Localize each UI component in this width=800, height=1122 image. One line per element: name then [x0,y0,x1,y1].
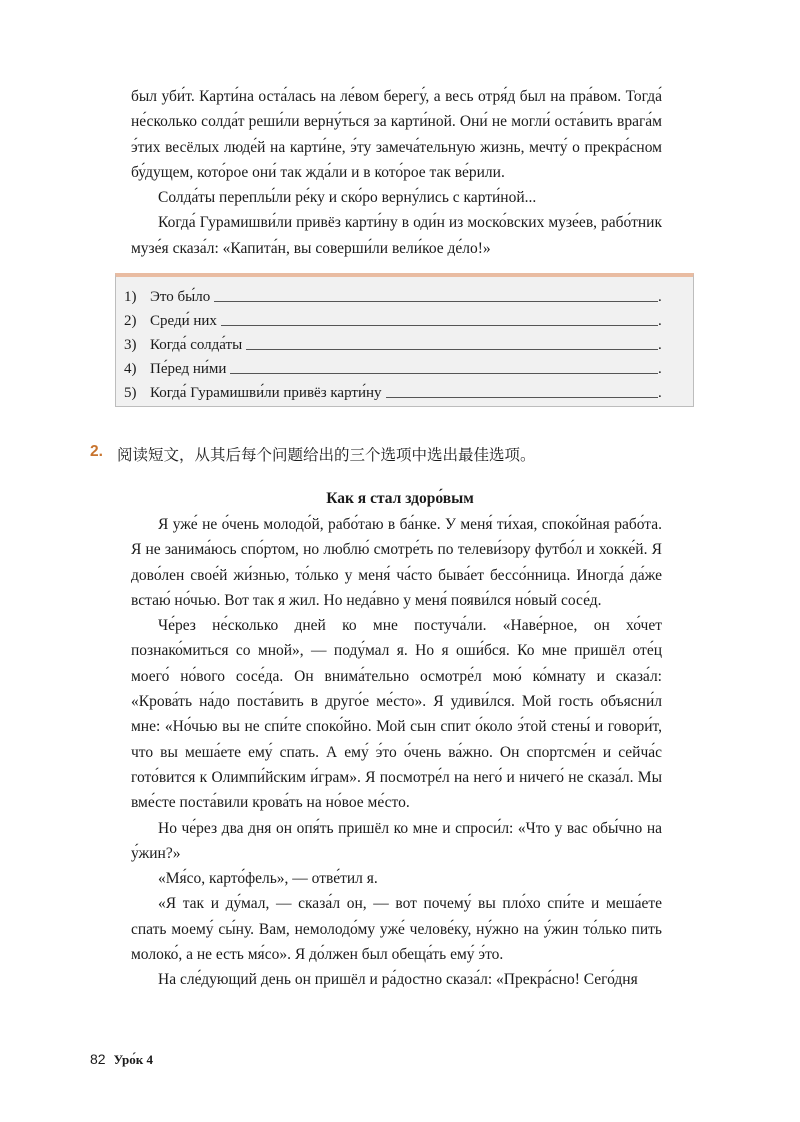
answer-blank[interactable] [230,355,658,374]
top-text [131,84,662,261]
item-number: 1) [124,289,137,305]
paragraph: Я уже́ не о́чень молодо́й, рабо́таю в ба́нке. У меня́ ти́хая, споко́йная рабо́та. Я не занима́юсь спо́ртом, но люблю́ смотре́ть по телеви́зору футбо́л и хокке́й. Я дово́лен свое́й жи́знью, то́лько у меня́ ча́сто быва́ет бессо́нница. Иногда́ да́же встаю́ но́чью. Вот так я жил. Но неда́вно у меня́ появи́лся но́вый сосе́д. [131,516,662,609]
lesson-label: Уро́к 4 [113,1052,154,1067]
item-prefix: Среди́ них [150,313,217,329]
story-title: Как я стал здоро́вым [326,490,474,507]
answer-blank[interactable] [221,307,658,326]
answer-blank[interactable] [246,331,658,350]
paragraph: Но че́рез два дня он опя́ть пришёл ко мне и спроси́л: «Что у вас обы́чно на у́жин?» [131,819,662,862]
item-end: . [658,337,662,353]
item-number: 2) [124,313,137,329]
paragraph: Че́рез не́сколько дней ко мне постуча́ли. «Наве́рное, он хо́чет познако́миться со мной», — поду́мал я. Но я оши́бся. Ко мне пришёл оте́ц моего́ но́вого сосе́да. Он внима́тельно осмотре́л мою́ ко́мнату и сказа́л: «Крова́ть на́до поста́вить в друго́е ме́сто». Я удиви́лся. Мой гость объясни́л мне: «Но́чью вы не спи́те споко́йно. Мой сын спит о́коло э́той стены́ и говори́т, что вы меша́ете ему́ спать. А ему́ э́то о́чень ва́жно. Он спортсме́н и сейча́с гото́вится к Олимпи́йским и́грам». Я посмотре́л на него́ и ничего́ не сказа́л. Мы вме́сте поста́вили крова́ть на но́вое ме́сто. [131,617,662,812]
page-number: 82 [90,1051,106,1067]
task-heading [90,443,536,465]
exercise-item [124,283,664,306]
task-number: 2. [90,443,103,460]
item-prefix: Когда́ солда́ты [150,337,243,353]
item-end: . [658,289,662,305]
exercise-item [124,379,664,402]
paragraph: Когда́ Гурамишви́ли привёз карти́ну в оди́н из моско́вских музе́ев, рабо́тник музе́я сказа́л: «Капита́н, вы соверши́ли вели́кое де́ло!» [131,214,662,257]
paragraph: «Мя́со, карто́фель», — отве́тил я. [158,870,378,888]
answer-blank[interactable] [386,379,658,398]
exercise-item [124,355,664,378]
exercise-item [124,307,664,330]
item-number: 5) [124,385,137,401]
item-end: . [658,361,662,377]
task-instruction: 阅读短文，从其后每个问题给出的三个选项中选出最佳选项。 [117,446,536,464]
story-text [131,512,662,993]
item-prefix: Пе́ред ни́ми [150,361,227,377]
paragraph: «Я так и ду́мал, — сказа́л он, — вот почему́ вы пло́хо спи́те и меша́ете спать моему́ сы́ну. Вам, немолодо́му уже́ челове́ку, ну́жно на у́жин то́лько пить молоко́, а не есть мя́со». Я до́лжен был обеща́ть ему́ э́то. [131,895,662,964]
item-prefix: Когда́ Гурамишви́ли привёз карти́ну [150,385,382,401]
item-prefix: Это бы́ло [150,289,211,305]
paragraph: был уби́т. Карти́на оста́лась на ле́вом берегу́, а весь отря́д был на пра́вом. Тогда́ не́сколько солда́т реши́ли верну́ться за карти́ной. Они́ не могли́ оста́вить врага́м э́тих весёлых люде́й на карти́не, э́ту замеча́тельную жизнь, мечту́ о прекра́сном бу́дущем, кото́рое они́ так жда́ли и в кото́рое так ве́рили. [131,88,662,181]
exercise-item [124,331,664,354]
exercise-box [115,273,694,407]
page-footer [90,1051,153,1068]
answer-blank[interactable] [214,283,658,302]
item-end: . [658,313,662,329]
item-number: 4) [124,361,137,377]
paragraph: Солда́ты переплы́ли ре́ку и ско́ро верну́лись с карти́ной... [158,189,537,207]
item-number: 3) [124,337,137,353]
paragraph: На сле́дующий день он пришёл и ра́достно сказа́л: «Прекра́сно! Сего́дня [158,971,638,989]
item-end: . [658,385,662,401]
